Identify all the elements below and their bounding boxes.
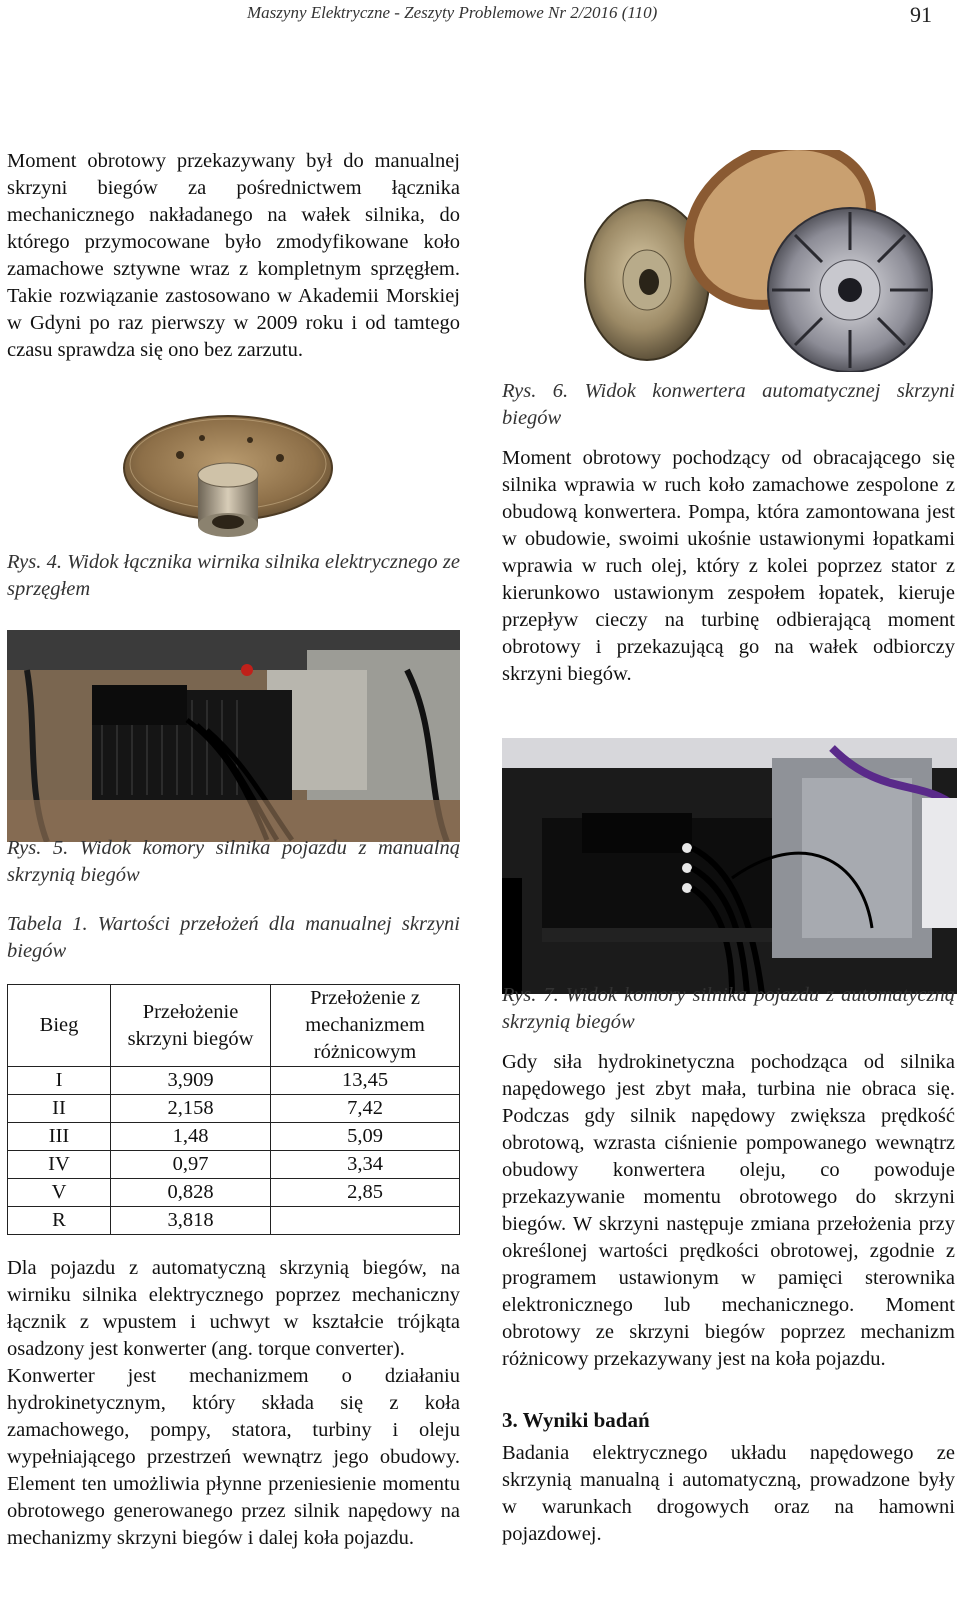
table-row <box>8 1179 460 1207</box>
figure-4-caption: Rys. 4. Widok łącznika wirnika silnika elektrycznego ze sprzęgłem <box>7 551 460 600</box>
left-para-2-block <box>7 1255 460 1552</box>
figure-4-caption-block <box>7 549 460 603</box>
table-row <box>8 1151 460 1179</box>
figure-6-caption-block <box>502 378 955 432</box>
figure-5-caption-block <box>7 835 460 889</box>
right-para-2-block <box>502 1049 955 1373</box>
table-row <box>8 1095 460 1123</box>
gearbox-ratio-cell: 0,828 <box>111 1179 271 1207</box>
right-para-1-block <box>502 445 955 688</box>
gear-cell: V <box>8 1179 111 1207</box>
running-header <box>0 0 960 28</box>
figure-5-caption: Rys. 5. Widok komory silnika pojazdu z manualną skrzynią biegów <box>7 837 460 886</box>
journal-title: Maszyny Elektryczne - Zeszyty Problemowe Nr 2/2016 (110) <box>247 3 658 22</box>
gear-cell: II <box>8 1095 111 1123</box>
engine-bay-automatic-drawing <box>502 738 957 994</box>
figure-6-caption: Rys. 6. Widok konwertera automatycznej skrzyni biegów <box>502 380 955 429</box>
section-3-block <box>502 1407 955 1548</box>
gear-cell: R <box>8 1207 111 1235</box>
column-header-gearbox-ratio: Przełożenie skrzyni biegów <box>111 985 271 1067</box>
figure-7-caption: Rys. 7. Widok komory silnika pojazdu z automatyczną skrzynią biegów <box>502 984 955 1033</box>
engine-bay-manual-drawing <box>7 630 460 842</box>
gearbox-ratio-cell: 2,158 <box>111 1095 271 1123</box>
differential-ratio-cell: 3,34 <box>271 1151 460 1179</box>
differential-ratio-cell <box>271 1207 460 1235</box>
gear-cell: III <box>8 1123 111 1151</box>
paragraph-results: Badania elektrycznego układu napędowego ze skrzynią manualną i automatyczną, prowadzone były w warunkach drogowych oraz na hamowni pojazdowej. <box>502 1442 955 1545</box>
figure-7-caption-block <box>502 982 955 1036</box>
flange-drawing <box>120 410 340 550</box>
gearbox-ratio-cell: 3,818 <box>111 1207 271 1235</box>
column-header-bieg: Bieg <box>8 985 111 1067</box>
gear-ratio-table <box>7 984 460 1235</box>
differential-ratio-cell: 13,45 <box>271 1067 460 1095</box>
gear-cell: I <box>8 1067 111 1095</box>
page-number: 91 <box>910 2 932 27</box>
figure-7-automatic-gearbox-photo <box>502 738 957 994</box>
gear-cell: IV <box>8 1151 111 1179</box>
table-caption-block <box>7 911 460 965</box>
torque-converter-drawing <box>575 150 960 372</box>
table-1-caption: Tabela 1. Wartości przełożeń dla manualnej skrzyni biegów <box>7 913 460 962</box>
table-header-row <box>8 985 460 1067</box>
gearbox-ratio-cell: 3,909 <box>111 1067 271 1095</box>
differential-ratio-cell: 2,85 <box>271 1179 460 1207</box>
left-para-1-block <box>7 148 460 364</box>
paragraph-converter: Konwerter jest mechanizmem o działaniu hydrokinetycznym, który składa się z koła zamachowego, pompy, statora, turbiny i oleju wypełniającego przestrzeń wewnątrz jego obudowy. Element ten umożliwia płynne przeniesienie momentu obrotowego generowanego przez silnik napędowy na mechanizmy skrzyni biegów i dalej koła pojazdu. <box>7 1365 460 1549</box>
figure-5-manual-gearbox-photo <box>7 630 460 842</box>
column-header-differential-ratio: Przełożenie z mechanizmem różnicowym <box>271 985 460 1067</box>
gearbox-ratio-cell: 0,97 <box>111 1151 271 1179</box>
figure-6-torque-converter-photo <box>575 150 960 372</box>
paragraph-coupling: Moment obrotowy przekazywany był do manualnej skrzyni biegów za pośrednictwem łącznika mechanicznego nakładanego na wałek silnika, do którego przymocowane było zmodyfikowane koło zamachowe sztywne wraz z kompletnym sprzęgłem. Takie rozwiązanie zastosowano w Akademii Morskiej w Gdyni po raz pierwszy w 2009 roku i od tamtego czasu sprawdza się ono bez zarzutu. <box>7 150 460 361</box>
gearbox-ratio-cell: 1,48 <box>111 1123 271 1151</box>
figure-4-coupling-photo <box>120 410 340 550</box>
differential-ratio-cell: 5,09 <box>271 1123 460 1151</box>
differential-ratio-cell: 7,42 <box>271 1095 460 1123</box>
table-row <box>8 1207 460 1235</box>
paragraph-automatic-intro: Dla pojazdu z automatyczną skrzynią biegów, na wirniku silnika elektrycznego poprzez mechaniczny łącznik z wpustem i uchwyt w kształcie trójkąta osadzony jest konwerter (ang. torque converter). <box>7 1257 460 1360</box>
table-row <box>8 1123 460 1151</box>
paragraph-hydrokinetic: Gdy siła hydrokinetyczna pochodząca od silnika napędowego jest zbyt mała, turbina nie obraca się. Podczas gdy silnik napędowy zwiększa prędkość obrotową, wzrasta ciśnienie pompowanego wewnątrz obudowy konwertera oleju, co powoduje przekazywanie momentu obrotowego do skrzyni biegów. W skrzyni następuje zmiana przełożenia przy określonej wartości prędkości obrotowej, zgodnie z programem ustawionym w pamięci sterownika elektronicznego lub mechanicznego. Moment obrotowy ze skrzyni biegów poprzez mechanizm różnicowy przekazywany jest na koła pojazdu. <box>502 1051 955 1370</box>
paragraph-torque-path: Moment obrotowy pochodzący od obracającego się silnika wprawia w ruch koło zamachowe zespolone z obudową konwertera. Pompa, która zamontowana jest w obudowie, swoimi ukośnie ustawionymi łopatkami wprawia w ruch olej, który z kolei poprzez stator z kierunkowo ustawionym zespołem łopatek, kieruje przepływ cieczy na turbinę odbierającą moment obrotowy i przekazującą go na wałek odbiorczy skrzyni biegów. <box>502 447 955 685</box>
section-3-heading: 3. Wyniki badań <box>502 1408 650 1432</box>
table-row <box>8 1067 460 1095</box>
